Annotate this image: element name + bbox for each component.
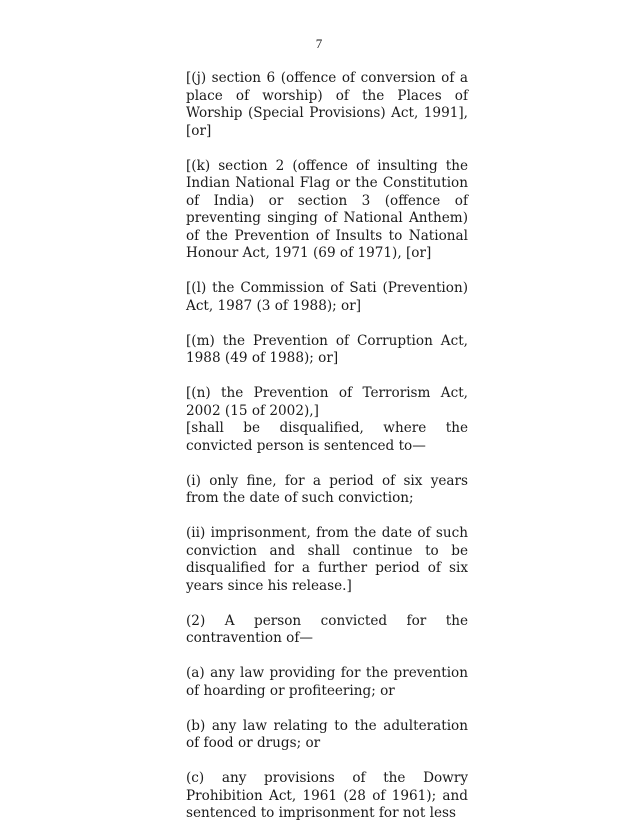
- clause-n-paragraph: [(n) the Prevention of Terrorism Act, 2002 (15 of 2002),]: [186, 385, 468, 419]
- subsection-2-paragraph: (2) A person convicted for the contravention of—: [186, 612, 468, 646]
- item-ii-paragraph: (ii) imprisonment, from the date of such conviction and shall continue to be disqualified for a further period of six years since his release.]: [186, 525, 468, 594]
- clause-m-paragraph: [(m) the Prevention of Corruption Act, 1988 (49 of 1988); or]: [186, 332, 468, 366]
- disqualification-paragraph: [shall be disqualified, where the convicted person is sentenced to—: [186, 420, 468, 454]
- clause-k-paragraph: [(k) section 2 (offence of insulting the Indian National Flag or the Constitution of India) or section 3 (offence of preventing singing of National Anthem) of the Prevention of Insults to National Honour Act, 1971 (69 of 1971), [or]: [186, 157, 468, 261]
- page-number: 7: [315, 36, 323, 51]
- item-a-paragraph: (a) any law providing for the prevention of hoarding or profiteering; or: [186, 665, 468, 699]
- clause-j-paragraph: [(j) section 6 (offence of conversion of a place of worship) of the Places of Worship (Special Provisions) Act, 1991], [or]: [186, 70, 468, 139]
- item-b-paragraph: (b) any law relating to the adulteration of food or drugs; or: [186, 717, 468, 751]
- document-body: [186, 70, 468, 823]
- clause-l-paragraph: [(l) the Commission of Sati (Prevention) Act, 1987 (3 of 1988); or]: [186, 280, 468, 314]
- item-c-paragraph: (c) any provisions of the Dowry Prohibition Act, 1961 (28 of 1961); and sentenced to imprisonment for not less: [186, 770, 468, 821]
- item-i-paragraph: (i) only fine, for a period of six years from the date of such conviction;: [186, 472, 468, 506]
